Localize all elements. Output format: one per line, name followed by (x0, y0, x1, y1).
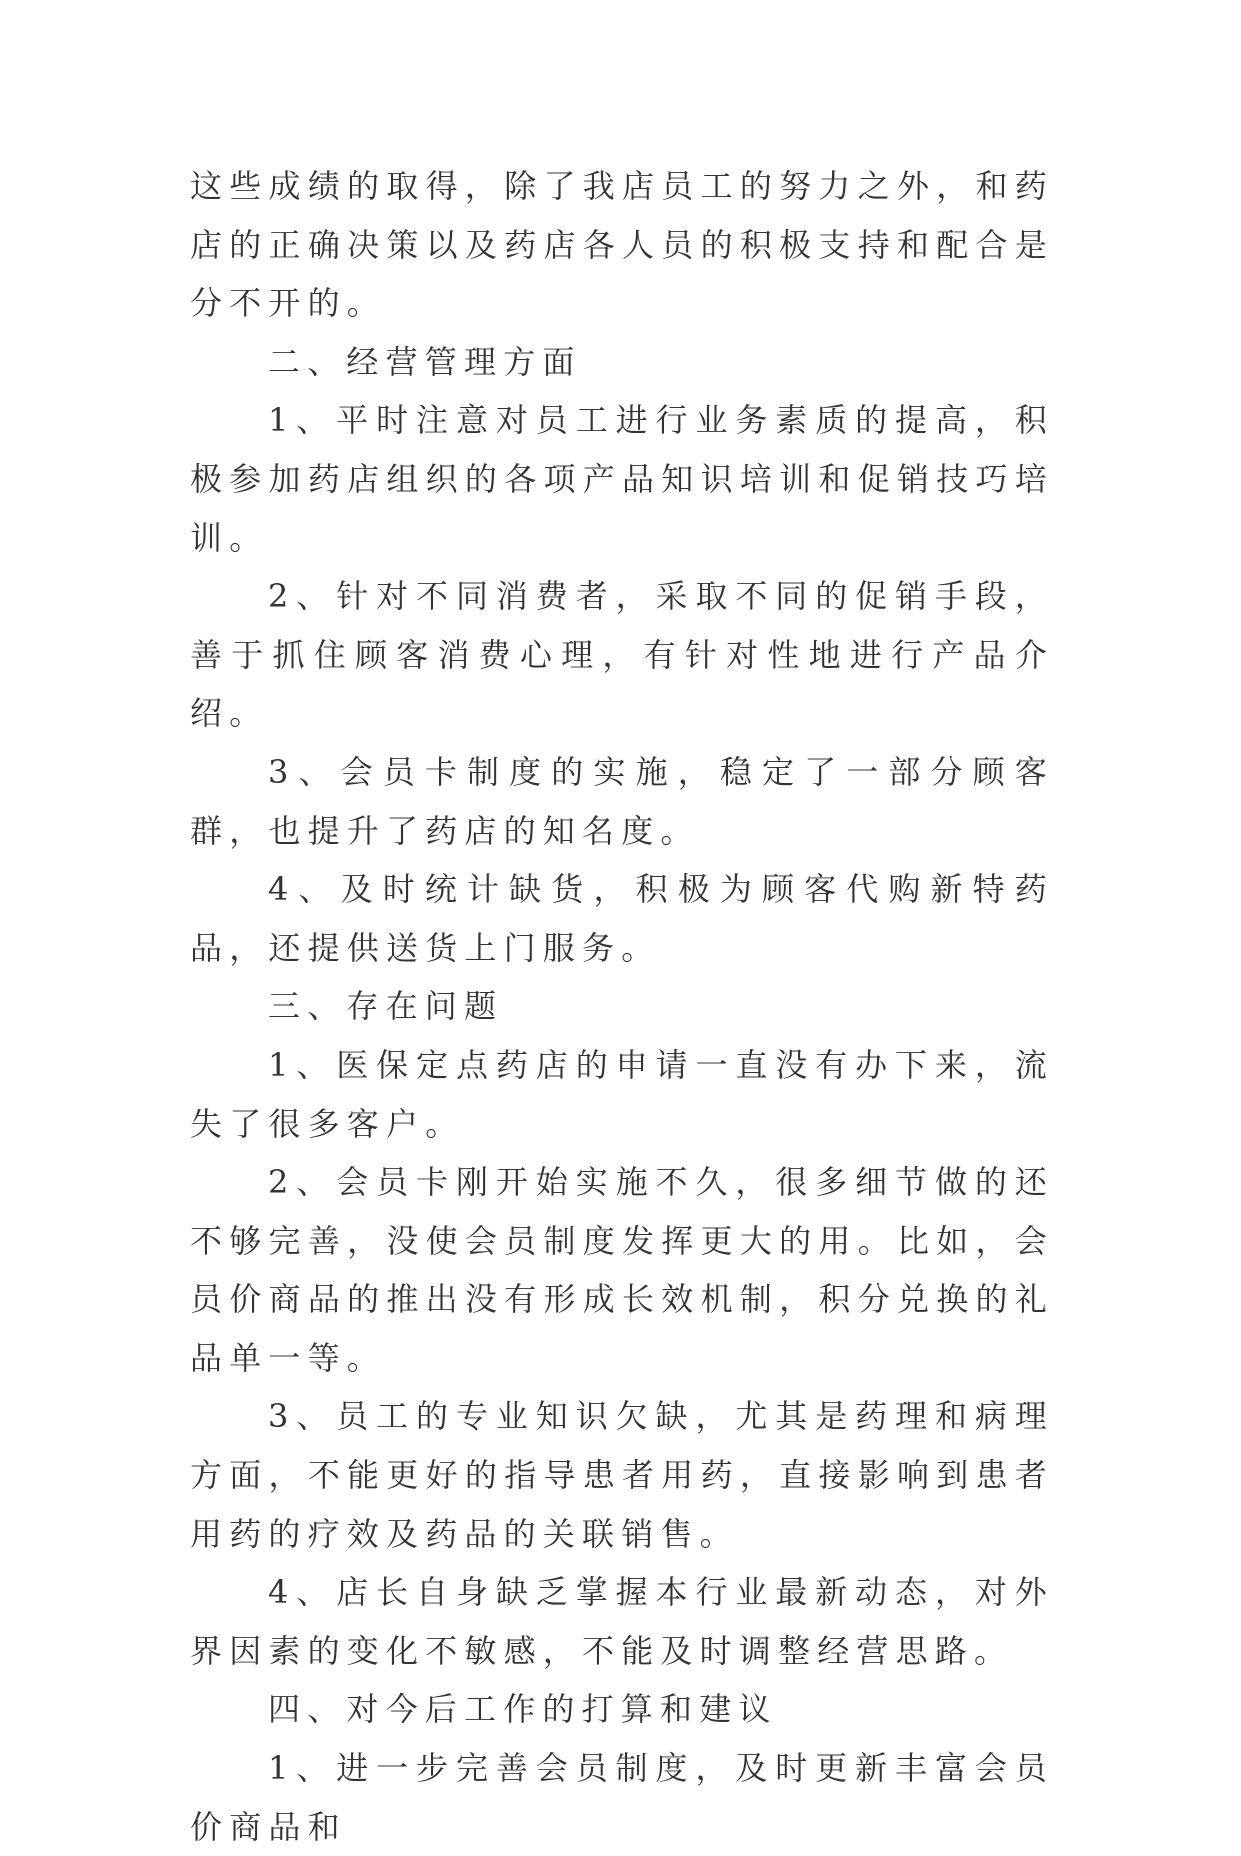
document-body (190, 157, 1054, 1856)
paragraph-problem-item-2: 2、会员卡刚开始实施不久，很多细节做的还不够完善，没使会员制度发挥更大的用。比如，会员价商品的推出没有形成长效机制，积分兑换的礼品单一等。 (190, 1163, 1054, 1377)
paragraph-management-item-4: 4、及时统计缺货，积极为顾客代购新特药品，还提供送货上门服务。 (190, 870, 1054, 967)
paragraph-management-item-3: 3、会员卡制度的实施，稳定了一部分顾客群，也提升了药店的知名度。 (190, 752, 1054, 850)
paragraph-continuation: 这些成绩的取得，除了我店员工的努力之外，和药店的正确决策以及药店各人员的积极支持和配合是分不开的。 (190, 167, 1054, 323)
paragraph-management-item-1: 1、平时注意对员工进行业务素质的提高，积极参加药店组织的各项产品知识培训和促销技巧培训。 (190, 401, 1054, 557)
paragraph-problem-item-3: 3、员工的专业知识欠缺，尤其是药理和病理方面，不能更好的指导患者用药，直接影响到患者用药的疗效及药品的关联销售。 (190, 1397, 1054, 1553)
section-heading-existing-problems: 三、存在问题 (268, 987, 504, 1026)
paragraph-problem-item-4: 4、店长自身缺乏掌握本行业最新动态，对外界因素的变化不敏感，不能及时调整经营思路。 (190, 1573, 1054, 1670)
paragraph-management-item-2: 2、针对不同消费者，采取不同的促销手段，善于抓住顾客消费心理，有针对性地进行产品介绍。 (190, 577, 1054, 733)
paragraph-plan-item-1: 1、进一步完善会员制度，及时更新丰富会员价商品和 (190, 1749, 1054, 1846)
section-heading-future-plans: 四、对今后工作的打算和建议 (268, 1690, 778, 1729)
paragraph-problem-item-1: 1、医保定点药店的申请一直没有办下来，流失了很多客户。 (190, 1045, 1054, 1143)
section-heading-business-management: 二、经营管理方面 (268, 342, 582, 381)
